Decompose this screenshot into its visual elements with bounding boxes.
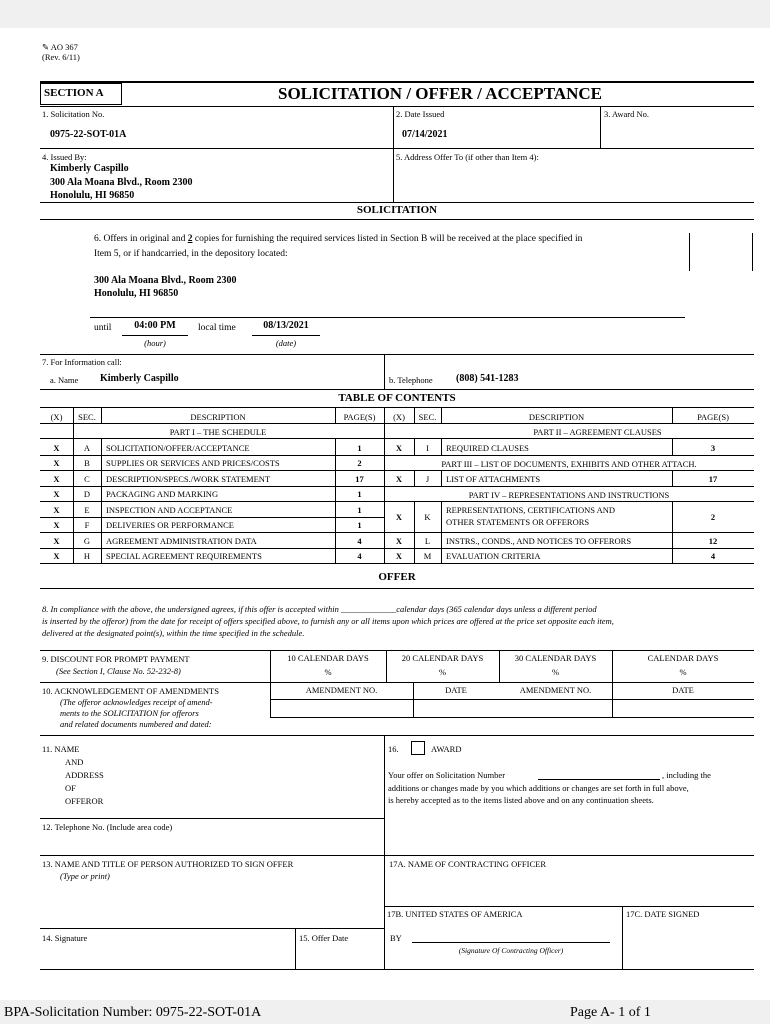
address-offer-to-label: 5. Address Offer To (if other than Item 4):	[396, 152, 539, 162]
toc-row-description: REPRESENTATIONS, CERTIFICATIONS AND	[446, 505, 616, 515]
amendment-date-field[interactable]	[414, 700, 498, 716]
offer-date-label: 15. Offer Date	[299, 933, 349, 943]
percent-30-days: %	[551, 667, 560, 677]
amendment-date-header: DATE	[445, 685, 467, 695]
rule	[40, 202, 754, 203]
rule	[40, 81, 754, 83]
rule	[40, 354, 754, 355]
percent-calendar-days: %	[679, 667, 687, 677]
item6-text-line2: Item 5, or if handcarried, in the depository located:	[94, 249, 288, 259]
toc-row-description: SOLICITATION/OFFER/ACCEPTANCE	[106, 443, 250, 453]
toc-header-description: DESCRIPTION	[190, 412, 246, 422]
contracting-officer-field[interactable]	[389, 872, 749, 902]
toc-row-sec: H	[83, 551, 91, 561]
rule	[40, 682, 754, 683]
amendment-no-field[interactable]	[500, 700, 611, 716]
toc-row-x: X	[395, 551, 403, 561]
united-states-label: 17B. UNITED STATES OF AMERICA	[387, 909, 523, 919]
rule	[384, 354, 385, 389]
local-time-label: local time	[198, 323, 236, 333]
issued-by-label: 4. Issued By:	[42, 152, 87, 162]
toc-part1: PART I – THE SCHEDULE	[169, 427, 267, 437]
toc-row-x: X	[395, 536, 403, 546]
issued-by-address-2: Honolulu, HI 96850	[50, 190, 135, 201]
contracting-officer-signature-field[interactable]	[412, 928, 610, 942]
toc-row-x: X	[53, 458, 60, 468]
toc-row-sec: A	[83, 443, 91, 453]
toc-row-sec: L	[424, 536, 431, 546]
signature-label: 14. Signature	[42, 933, 88, 943]
solicitation-no-label: 1. Solicitation No.	[42, 109, 105, 119]
toc-row-description: SPECIAL AGREEMENT REQUIREMENTS	[106, 551, 262, 561]
info-label: 7. For Information call:	[42, 357, 122, 367]
award-checkbox[interactable]	[411, 741, 425, 755]
toc-part3: PART III – LIST OF DOCUMENTS, EXHIBITS AND OTHER ATTACH.	[441, 459, 697, 469]
toc-row-x: X	[53, 505, 60, 515]
percent-20-days: %	[438, 667, 447, 677]
toc-row-description: REQUIRED CLAUSES	[446, 443, 529, 453]
info-name-label: a. Name	[50, 375, 79, 385]
discount-30-days: 30 CALENDAR DAYS	[514, 653, 597, 663]
telephone-field[interactable]	[42, 834, 380, 852]
amendments-sub-2: ments to the SOLICITATION for offerors	[60, 708, 199, 718]
rule	[40, 470, 754, 471]
rule	[384, 735, 385, 970]
signature-caption: (Signature Of Contracting Officer)	[458, 946, 564, 955]
toc-row-description: DESCRIPTION/SPECS./WORK STATEMENT	[106, 474, 271, 484]
toc-row-description: EVALUATION CRITERIA	[446, 551, 541, 561]
issued-by-address-1: 300 Ala Moana Blvd., Room 2300	[50, 177, 193, 188]
rule	[384, 906, 754, 907]
toc-row-description: LIST OF ATTACHMENTS	[446, 474, 541, 484]
offer-heading: OFFER	[378, 571, 416, 583]
discount-20-days: 20 CALENDAR DAYS	[401, 653, 484, 663]
rule	[252, 335, 320, 336]
rule	[40, 548, 754, 549]
toc-row-sec: J	[425, 474, 430, 484]
offer-date-field[interactable]	[299, 945, 381, 967]
telephone-label: 12. Telephone No. (Include area code)	[42, 822, 173, 832]
rule	[122, 335, 188, 336]
toc-part2: PART II – AGREEMENT CLAUSES	[533, 427, 662, 437]
award-no-label: 3. Award No.	[604, 109, 650, 119]
rule	[40, 517, 385, 518]
amendment-date-header: DATE	[672, 685, 694, 695]
toc-header-x: (X)	[50, 412, 63, 422]
toc-header-sec: SEC.	[78, 412, 96, 422]
contracting-officer-label: 17A. NAME OF CONTRACTING OFFICER	[389, 859, 547, 869]
toc-row-pages: 4	[357, 536, 362, 546]
item6-text: 6. Offers in original and 2 copies for furnishing the required services listed in Section B will be received at the place specified in	[94, 234, 583, 244]
toc-row-pages: 17	[708, 474, 718, 484]
toc-row-description: PACKAGING AND MARKING	[106, 489, 219, 499]
hour-caption: (hour)	[144, 338, 166, 348]
toc-row-sec: E	[84, 505, 90, 515]
rule	[40, 423, 754, 424]
award-number: 16.	[388, 744, 399, 754]
signature-field[interactable]	[42, 945, 292, 967]
toc-row-description: INSPECTION AND ACCEPTANCE	[106, 505, 233, 515]
form-id: ✎ AO 367	[42, 42, 78, 52]
rule	[622, 906, 623, 970]
rule	[600, 106, 601, 148]
amendment-no-field[interactable]	[271, 700, 412, 716]
rule	[40, 650, 754, 651]
rule	[40, 563, 754, 564]
toc-row-pages: 4	[710, 551, 716, 561]
toc-header-pages: PAGE(S)	[343, 412, 376, 422]
toc-row-pages: 2	[710, 512, 716, 522]
toc-row-sec: D	[83, 489, 91, 499]
depository-address-1: 300 Ala Moana Blvd., Room 2300	[94, 275, 237, 286]
toc-header-sec: SEC.	[418, 412, 437, 422]
rule	[40, 735, 754, 736]
pen-icon: ✎	[42, 42, 50, 52]
toc-row-x: X	[53, 551, 60, 561]
solicitation-heading: SOLICITATION	[356, 204, 438, 216]
discount-10-days: 10 CALENDAR DAYS	[287, 653, 369, 663]
toc-row-sec: C	[84, 474, 90, 484]
rule	[40, 148, 754, 149]
offeror-label-line2: AND	[65, 757, 84, 767]
authorized-signer-field[interactable]	[42, 884, 380, 924]
toc-row-pages: 2	[357, 458, 362, 468]
toc-row-pages: 1	[357, 443, 362, 453]
rule	[270, 717, 754, 718]
toc-row-description: SUPPLIES OR SERVICES AND PRICES/COSTS	[106, 458, 280, 468]
toc-row-sec: G	[83, 536, 91, 546]
toc-row-pages: 3	[710, 443, 716, 453]
offeror-label-line1: 11. NAME	[42, 744, 80, 754]
date-signed-label: 17C. DATE SIGNED	[626, 909, 700, 919]
rule	[40, 486, 754, 487]
toc-part4: PART IV – REPRESENTATIONS AND INSTRUCTIONS	[468, 490, 670, 500]
rule	[40, 855, 754, 856]
toc-row-x: X	[53, 520, 60, 530]
rule	[40, 501, 754, 502]
toc-row-pages: 1	[357, 505, 362, 515]
toc-row-description: DELIVERIES OR PERFORMANCE	[106, 520, 234, 530]
toc-row-pages: 12	[708, 536, 718, 546]
toc-row-pages: 1	[357, 489, 362, 499]
until-label: until	[94, 323, 112, 333]
depository-address-2: Honolulu, HI 96850	[94, 288, 179, 299]
amendments-sub-3: and related documents numbered and dated:	[60, 719, 212, 729]
rule	[40, 532, 754, 533]
rule	[40, 106, 754, 107]
percent-10-days: %	[324, 667, 332, 677]
toc-row-x: X	[395, 512, 403, 522]
toc-row-x: X	[395, 474, 403, 484]
rule	[40, 928, 385, 929]
authorized-signer-label: 13. NAME AND TITLE OF PERSON AUTHORIZED TO SIGN OFFER	[42, 859, 294, 869]
date-issued-label: 2. Date Issued	[396, 109, 445, 119]
discount-calendar-days: CALENDAR DAYS	[647, 653, 719, 663]
footer-page-number: Page A- 1 of 1	[570, 1005, 651, 1020]
rule	[393, 106, 394, 202]
offeror-label-line5: OFFEROR	[65, 796, 104, 806]
offeror-label-line4: OF	[65, 783, 76, 793]
toc-row-pages: 4	[357, 551, 362, 561]
toc-row-sec: I	[426, 443, 429, 453]
rule	[40, 588, 754, 589]
toc-row-description: INSTRS., CONDS., AND NOTICES TO OFFERORS	[446, 536, 632, 546]
toc-row-description: OTHER STATEMENTS OR OFFERORS	[446, 517, 590, 527]
rule	[412, 942, 610, 943]
date-signed-field[interactable]	[626, 922, 750, 966]
page-title: SOLICITATION / OFFER / ACCEPTANCE	[278, 84, 602, 103]
date-issued: 07/14/2021	[402, 129, 448, 140]
due-time: 04:00 PM	[134, 320, 176, 331]
award-text-line3: is hereby accepted as to the items listed above and on any continuation sheets.	[388, 795, 654, 805]
rule	[752, 233, 753, 271]
solicitation-no: 0975-22-SOT-01A	[50, 129, 127, 140]
toc-row-x: X	[395, 443, 403, 453]
toc-row-sec: F	[84, 520, 90, 530]
rule	[40, 389, 754, 390]
amendment-no-header: AMENDMENT NO.	[519, 685, 592, 695]
top-toolbar-strip	[0, 0, 770, 28]
rule	[40, 438, 754, 439]
due-date: 08/13/2021	[263, 320, 309, 331]
amendments-label: 10. ACKNOWLEDGEMENT OF AMENDMENTS	[42, 686, 219, 696]
amendment-no-header: AMENDMENT NO.	[305, 685, 378, 695]
award-solicitation-number-field[interactable]	[538, 767, 660, 779]
offeror-name-address-field[interactable]	[150, 740, 380, 812]
toc-row-x: X	[53, 443, 60, 453]
rule	[689, 233, 690, 271]
award-text-line1: Your offer on Solicitation Number	[388, 770, 506, 780]
authorized-signer-sub: (Type or print)	[60, 871, 110, 881]
toc-row-pages: 17	[355, 474, 364, 484]
toc-row-x: X	[53, 536, 60, 546]
discount-label: 9. DISCOUNT FOR PROMPT PAYMENT	[42, 654, 190, 664]
award-label: AWARD	[431, 744, 462, 754]
info-telephone-label: b. Telephone	[389, 375, 433, 385]
item8-text-line3: delivered at the designated point(s), within the time specified in the schedule.	[42, 628, 305, 638]
item8-text-line1: 8. In compliance with the above, the undersigned agrees, if this offer is accepted within _____________calendar days (365 calendar days unless a different period	[42, 604, 597, 614]
discount-sub: (See Section I, Clause No. 52-232-8)	[56, 666, 181, 676]
rule	[538, 779, 660, 780]
toc-row-x: X	[53, 489, 60, 499]
rule	[40, 818, 385, 819]
award-text-line1-end: , including the	[662, 770, 711, 780]
by-label: BY	[390, 933, 402, 943]
toc-row-pages: 1	[357, 520, 362, 530]
rule	[40, 219, 754, 220]
item8-text-line2: is inserted by the offeror) from the date for receipt of offers specified above, to furnish any or all items upon which prices are offered at the price set opposite each item,	[42, 616, 614, 626]
issued-by-name: Kimberly Caspillo	[50, 163, 129, 174]
rule	[40, 455, 754, 456]
amendments-sub-1: (The offeror acknowledges receipt of amend-	[60, 697, 213, 707]
toc-header-pages: PAGE(S)	[697, 412, 729, 422]
rule	[295, 928, 296, 970]
amendment-date-field[interactable]	[613, 700, 753, 716]
award-text-line2: additions or changes made by you which additions or changes are set forth in full above,	[388, 783, 689, 793]
toc-heading: TABLE OF CONTENTS	[338, 392, 456, 404]
toc-row-description: AGREEMENT ADMINISTRATION DATA	[106, 536, 257, 546]
form-revision: (Rev. 6/11)	[42, 52, 80, 62]
toc-row-sec: B	[84, 458, 90, 468]
info-name: Kimberly Caspillo	[100, 373, 179, 384]
rule	[40, 969, 754, 970]
toc-row-sec: K	[424, 512, 431, 522]
toc-row-sec: M	[423, 551, 432, 561]
info-telephone: (808) 541-1283	[456, 373, 519, 384]
rule	[441, 470, 442, 487]
rule	[441, 438, 442, 455]
section-label: SECTION A	[44, 87, 104, 99]
date-caption: (date)	[275, 338, 297, 348]
offeror-label-line3: ADDRESS	[65, 770, 104, 780]
toc-header-x: (X)	[393, 412, 405, 422]
rule	[40, 407, 754, 408]
toc-header-description: DESCRIPTION	[528, 412, 585, 422]
rule	[90, 317, 685, 318]
footer-solicitation-number: BPA-Solicitation Number: 0975-22-SOT-01A	[4, 1005, 262, 1020]
toc-row-x: X	[53, 474, 60, 484]
